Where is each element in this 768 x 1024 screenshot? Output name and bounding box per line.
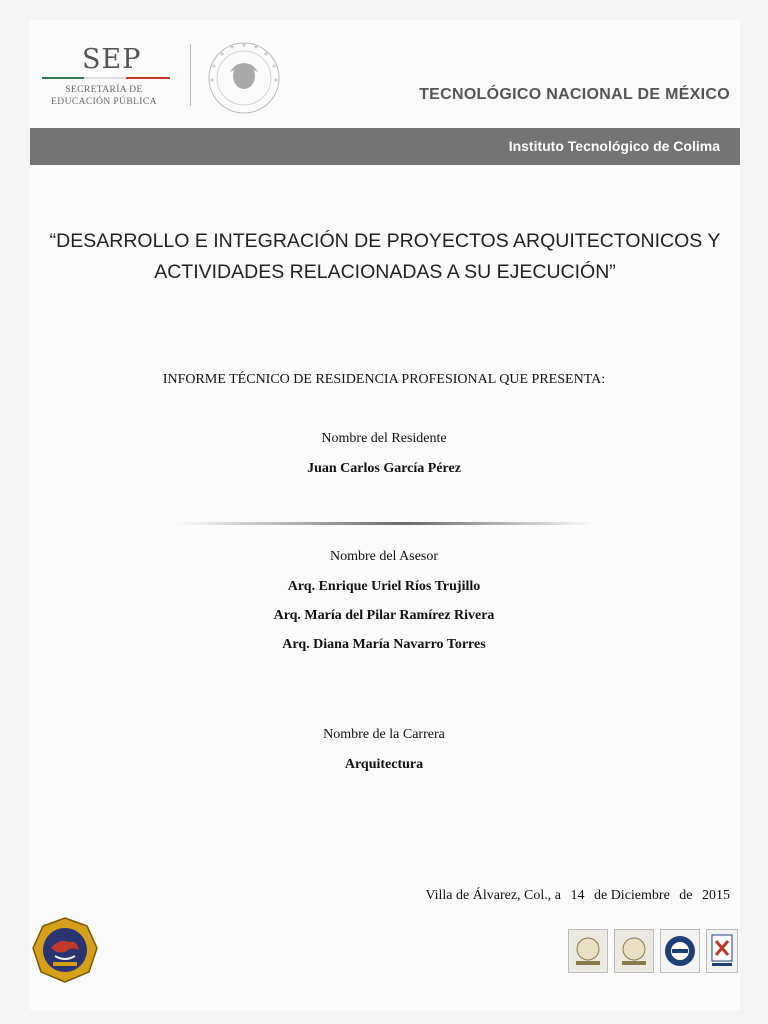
resident-label: Nombre del Residente [321,431,447,446]
sep-logo-text: SEP [82,44,142,75]
career-name: Arquitectura [344,757,424,772]
document-page [30,20,740,1010]
certification-badge-1-icon [568,929,608,973]
advisor-name-1: Arq. Enrique Uriel Ríos Trujillo [287,579,481,594]
header-divider [190,44,191,106]
sep-subtitle [44,84,164,108]
itc-shield-icon [31,916,99,989]
institute-band [30,128,740,165]
sep-rule-green [42,77,84,79]
advisor-name-3: Arq. Diana María Navarro Torres [282,637,486,652]
date-month: de Diciembre [593,888,670,903]
document-title [40,226,730,288]
career-label: Nombre de la Carrera [323,727,445,742]
advisor-label: Nombre del Asesor [329,549,439,564]
section-divider [175,522,595,525]
title-line-1: “DESARROLLO E INTEGRACIÓN DE PROYECTOS ARQUITECTONICOS Y [49,230,721,252]
title-line-2: ACTIVIDADES RELACIONADAS A SU EJECUCIÓN” [154,261,616,283]
resident-name: Juan Carlos García Pérez [307,461,461,476]
date-place: Villa de Álvarez, Col., a [425,888,561,903]
national-seal-icon [206,40,282,121]
advisor-name-2: Arq. María del Pilar Ramírez Rivera [273,608,495,623]
date-line [423,888,730,904]
sep-rule-red [126,77,170,79]
sep-subtitle-line-2: EDUCACIÓN PÚBLICA [51,97,157,107]
date-year-prefix: de [679,888,693,903]
sep-rule-white [84,77,126,79]
certification-logos [568,929,738,973]
gender-equity-badge-icon [706,929,738,973]
iqnet-badge-icon [660,929,700,973]
date-day: 14 [570,888,585,903]
tecnm-heading: TECNOLÓGICO NACIONAL DE MÉXICO [419,86,730,103]
report-subtitle: INFORME TÉCNICO DE RESIDENCIA PROFESIONAL QUE PRESENTA: [162,372,606,387]
sep-subtitle-line-1: SECRETARÍA DE [65,85,143,95]
certification-badge-2-icon [614,929,654,973]
institute-name: Instituto Tecnológico de Colima [508,138,720,154]
date-year: 2015 [702,888,730,903]
